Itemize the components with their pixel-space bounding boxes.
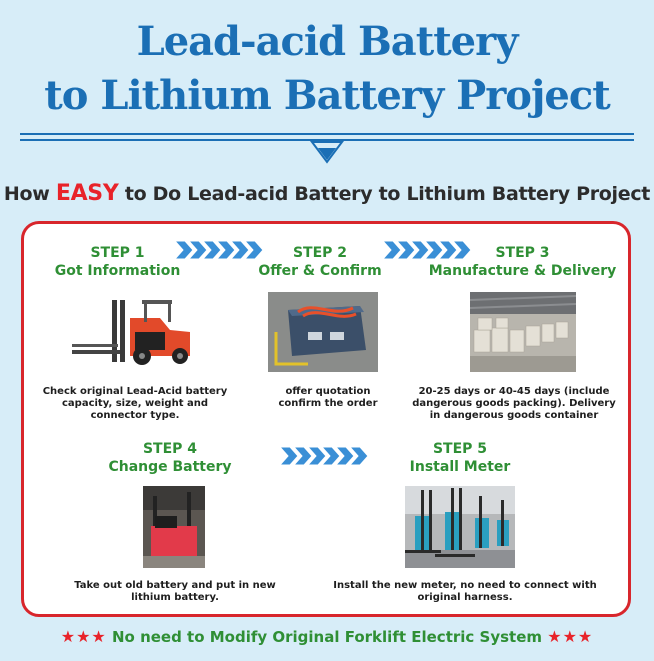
title-line-1: Lead-acid Battery bbox=[136, 18, 518, 65]
step-5-heading bbox=[390, 441, 530, 475]
step-4-heading bbox=[95, 441, 245, 475]
step-3-heading bbox=[420, 245, 625, 279]
step-4-number: STEP 4 bbox=[142, 441, 198, 457]
step-2-title: Offer & Confirm bbox=[258, 263, 382, 279]
battery-change-photo bbox=[143, 486, 205, 568]
chevron-arrows-icon bbox=[280, 445, 368, 467]
star-icon: ★★★ bbox=[547, 627, 594, 646]
battery-pack-photo bbox=[268, 292, 378, 372]
warehouse-photo bbox=[470, 292, 576, 372]
step-5-description: Install the new meter, no need to connect with original harness. bbox=[333, 580, 597, 603]
step-1-title: Got Information bbox=[54, 263, 181, 279]
step-2-description: offer quotation confirm the order bbox=[278, 386, 378, 409]
step-4-title: Change Battery bbox=[108, 459, 232, 475]
step-1-number: STEP 1 bbox=[90, 245, 145, 261]
title-divider-top bbox=[20, 133, 634, 135]
step-2-heading bbox=[250, 245, 390, 279]
subtitle bbox=[0, 181, 654, 206]
step-1-heading bbox=[40, 245, 195, 279]
forklift-photo bbox=[40, 290, 230, 370]
subtitle-prefix: How bbox=[3, 183, 50, 205]
star-icon: ★★★ bbox=[60, 627, 107, 646]
step-2-number: STEP 2 bbox=[292, 245, 348, 261]
subtitle-suffix: to Do Lead-acid Battery to Lithium Battery Project bbox=[124, 183, 651, 205]
step-5-number: STEP 5 bbox=[432, 441, 488, 457]
meter-install-photo bbox=[405, 486, 515, 568]
step-3-description: 20-25 days or 40-45 days (include dangerous goods packing). Delivery in dangerous goods container bbox=[412, 386, 616, 421]
step-4-description: Take out old battery and put in new lithium battery. bbox=[74, 580, 276, 603]
step-1-description: Check original Lead-Acid battery capacity, size, weight and connector type. bbox=[42, 386, 228, 421]
title-line-2: to Lithium Battery Project bbox=[44, 72, 610, 119]
step-3-title: Manufacture & Delivery bbox=[428, 263, 617, 279]
step-3-number: STEP 3 bbox=[495, 245, 550, 261]
footer-banner bbox=[0, 627, 654, 646]
arrow-down-icon bbox=[310, 140, 344, 166]
footer-text: No need to Modify Original Forklift Electric System bbox=[111, 628, 542, 646]
subtitle-easy-highlight: EASY bbox=[55, 181, 119, 206]
step-5-title: Install Meter bbox=[409, 459, 511, 475]
